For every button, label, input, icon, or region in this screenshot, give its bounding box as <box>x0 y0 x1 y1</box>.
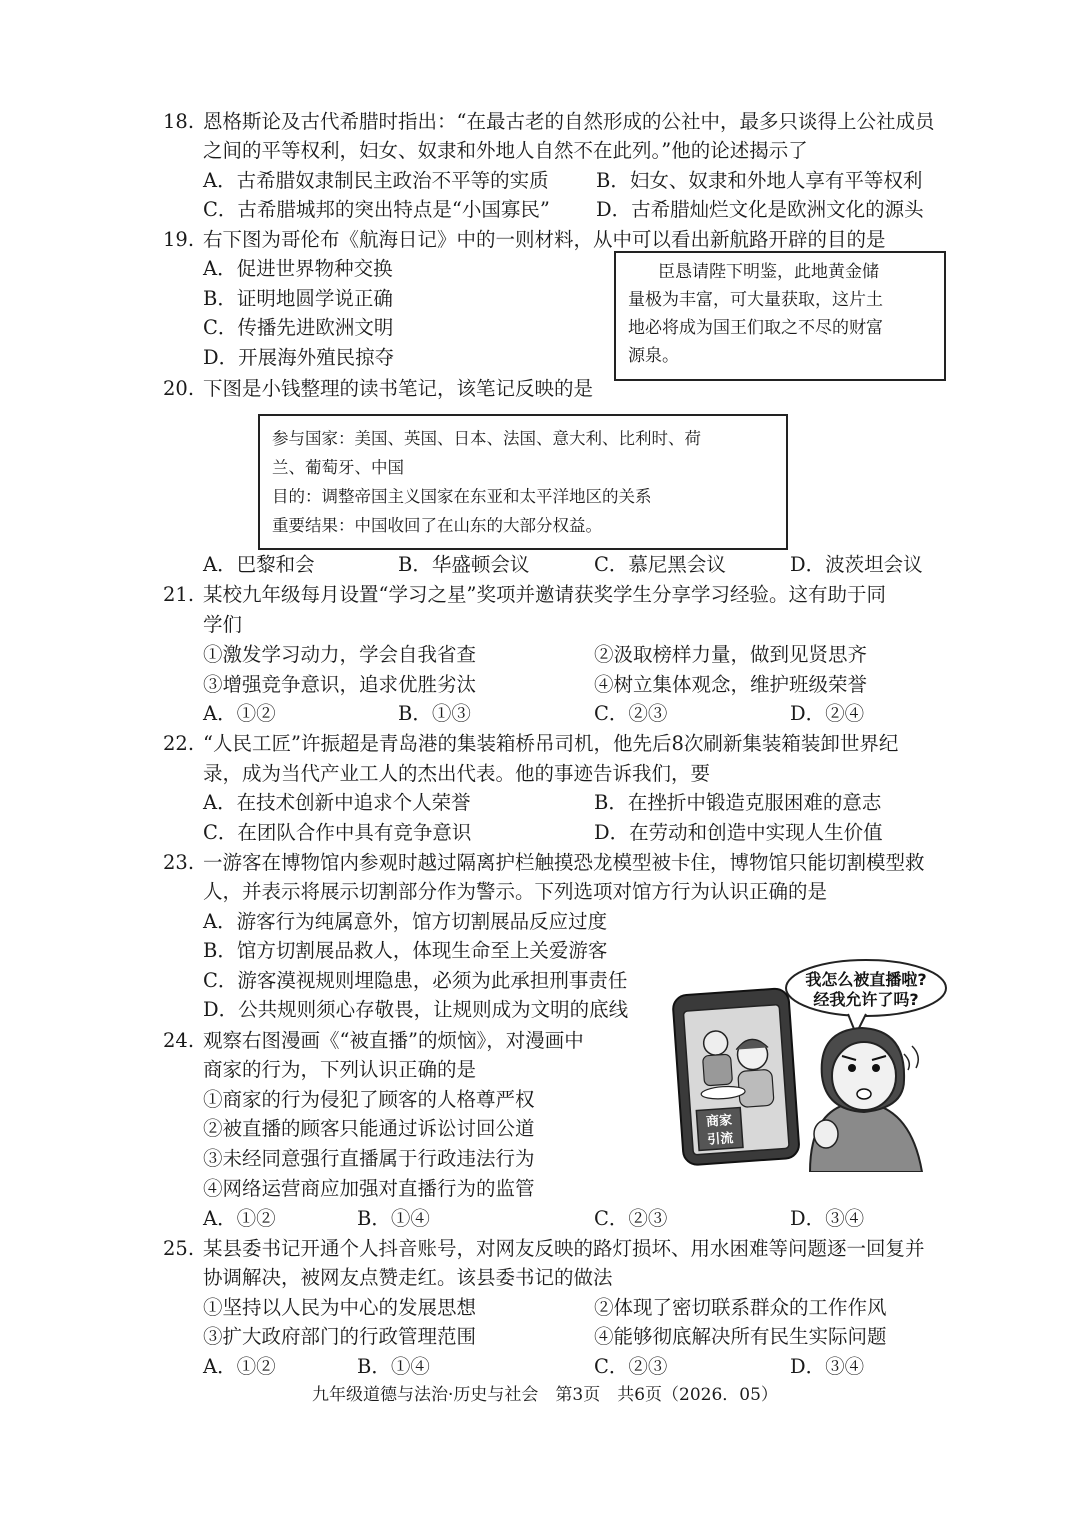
q24-option-c: C．②③ <box>594 1207 668 1230</box>
q19-quote-line3: 地必将成为国王们取之不尽的财富 <box>628 318 883 338</box>
q19-option-a: A．促进世界物种交换 <box>203 257 393 280</box>
q20-notes-line2: 兰、葡萄牙、中国 <box>272 458 404 477</box>
cartoon-sign-line1: 商家 <box>705 1113 733 1130</box>
q23-stem-line1: 一游客在博物馆内参观时越过隔离护栏触摸恐龙模型被卡住，博物馆只能切割模型救 <box>203 851 925 874</box>
q25-item-1: ①坚持以人民为中心的发展思想 <box>203 1296 477 1319</box>
q24-option-b: B．①④ <box>357 1207 430 1230</box>
q23-stem-line2: 人，并表示将展示切割部分作为警示。下列选项对馆方行为认识正确的是 <box>203 880 828 903</box>
q21-item-1: ①激发学习动力，学会自我省查 <box>203 643 477 666</box>
q22-option-c: C．在团队合作中具有竞争意识 <box>203 821 472 844</box>
q18-option-d: D．古希腊灿烂文化是欧洲文化的源头 <box>596 198 924 221</box>
q24-item-2: ②被直播的顾客只能通过诉讼讨回公道 <box>203 1117 535 1140</box>
cartoon-sign-line2: 引流 <box>706 1131 734 1148</box>
q21-stem-line2: 学们 <box>203 613 243 636</box>
q25-option-b: B．①④ <box>357 1355 430 1378</box>
q21-number: 21. <box>163 583 195 606</box>
q23-option-c: C．游客漠视规则埋隐患，必须为此承担刑事责任 <box>203 969 628 992</box>
q24-item-1: ①商家的行为侵犯了顾客的人格尊严权 <box>203 1088 535 1111</box>
cartoon-woman <box>810 1028 922 1172</box>
q24-option-a: A．①② <box>203 1207 276 1230</box>
q19-quote-line4: 源泉。 <box>628 346 679 366</box>
q25-stem-line1: 某县委书记开通个人抖音账号，对网友反映的路灯损坏、用水困难等问题逐一回复并 <box>203 1237 925 1260</box>
q20-stem: 下图是小钱整理的读书笔记，该笔记反映的是 <box>203 377 594 400</box>
q18-option-a: A．古希腊奴隶制民主政治不平等的实质 <box>203 169 549 192</box>
cartoon-bubble-line2: 经我允许了吗? <box>813 990 919 1009</box>
q18-stem-line2: 之间的平等权利，妇女、奴隶和外地人自然不在此列。”他的论述揭示了 <box>203 139 808 162</box>
q21-stem-line1: 某校九年级每月设置“学习之星”奖项并邀请获奖学生分享学习经验。这有助于同 <box>203 583 886 606</box>
q19-option-c: C．传播先进欧洲文明 <box>203 316 394 339</box>
q21-item-2: ②汲取榜样力量，做到见贤思齐 <box>594 643 868 666</box>
q25-option-a: A．①② <box>203 1355 276 1378</box>
q19-option-b: B．证明地圆学说正确 <box>203 287 393 310</box>
q19-stem: 右下图为哥伦布《航海日记》中的一则材料，从中可以看出新航路开辟的目的是 <box>203 228 886 251</box>
q24-stem-line2: 商家的行为，下列认识正确的是 <box>203 1058 477 1081</box>
q18-option-c: C．古希腊城邦的突出特点是“小国寡民” <box>203 198 550 221</box>
q23-option-b: B．馆方切割展品救人，体现生命至上关爱游客 <box>203 939 608 962</box>
q21-item-4: ④树立集体观念，维护班级荣誉 <box>594 673 868 696</box>
q20-notes-box <box>258 414 788 550</box>
q20-option-b: B．华盛顿会议 <box>398 553 530 576</box>
q22-number: 22. <box>163 732 195 755</box>
cartoon-phone <box>672 988 800 1166</box>
q21-option-c: C．②③ <box>594 702 668 725</box>
q18-stem-line1: 恩格斯论及古代希腊时指出：“在最古老的自然形成的公社中，最多只谈得上公社成员 <box>203 110 935 133</box>
q19-quote-line2: 量极为丰富，可大量获取，这片土 <box>628 290 883 310</box>
q22-option-b: B．在挫折中锻造克服困难的意志 <box>594 791 882 814</box>
q21-option-a: A．①② <box>203 702 276 725</box>
q18-option-b: B．妇女、奴隶和外地人享有平等权利 <box>596 169 923 192</box>
q25-item-3: ③扩大政府部门的行政管理范围 <box>203 1325 477 1348</box>
q23-number: 23. <box>163 851 195 874</box>
q22-stem-line2: 录，成为当代产业工人的杰出代表。他的事迹告诉我们，要 <box>203 762 711 785</box>
q20-option-d: D．波茨坦会议 <box>790 553 923 576</box>
q19-number: 19. <box>163 228 195 251</box>
q19-option-d: D．开展海外殖民掠夺 <box>203 346 395 369</box>
q20-notes-line3: 目的：调整帝国主义国家在东亚和太平洋地区的关系 <box>272 487 652 506</box>
q23-option-d: D．公共规则须心存敬畏，让规则成为文明的底线 <box>203 998 629 1021</box>
q25-option-d: D．③④ <box>790 1355 865 1378</box>
q21-option-d: D．②④ <box>790 702 865 725</box>
q22-option-d: D．在劳动和创造中实现人生价值 <box>594 821 883 844</box>
q24-cartoon <box>660 958 948 1172</box>
q22-option-a: A．在技术创新中追求个人荣誉 <box>203 791 471 814</box>
q19-quote-box <box>614 251 946 381</box>
q25-option-c: C．②③ <box>594 1355 668 1378</box>
q25-item-4: ④能够彻底解决所有民生实际问题 <box>594 1325 887 1348</box>
q20-number: 20. <box>163 377 195 400</box>
q19-quote-line1: 臣恳请陛下明鉴，此地黄金储 <box>658 262 879 282</box>
q18-number: 18. <box>163 110 195 133</box>
q24-number: 24. <box>163 1029 195 1052</box>
q20-notes-line4: 重要结果：中国收回了在山东的大部分权益。 <box>272 516 602 535</box>
q20-notes-line1: 参与国家：美国、英国、日本、法国、意大利、比利时、荷 <box>272 429 701 448</box>
q25-stem-line2: 协调解决，被网友点赞走红。该县委书记的做法 <box>203 1266 613 1289</box>
q20-option-a: A．巴黎和会 <box>203 553 315 576</box>
q23-option-a: A．游客行为纯属意外，馆方切割展品反应过度 <box>203 910 608 933</box>
q20-option-c: C．慕尼黑会议 <box>594 553 726 576</box>
page-footer: 九年级道德与法治·历史与社会 第3页 共6页（2026．05） <box>312 1385 778 1405</box>
cartoon-bubble-line1: 我怎么被直播啦? <box>805 970 927 989</box>
q22-stem-line1: “人民工匠”许振超是青岛港的集装箱桥吊司机，他先后8次刷新集装箱装卸世界纪 <box>203 732 899 755</box>
q24-item-3: ③未经同意强行直播属于行政违法行为 <box>203 1147 535 1170</box>
q25-number: 25. <box>163 1237 195 1260</box>
q25-item-2: ②体现了密切联系群众的工作作风 <box>594 1296 887 1319</box>
q24-item-4: ④网络运营商应加强对直播行为的监管 <box>203 1177 535 1200</box>
q21-item-3: ③增强竞争意识，追求优胜劣汰 <box>203 673 477 696</box>
q24-option-d: D．③④ <box>790 1207 865 1230</box>
q24-stem-line1: 观察右图漫画《“被直播”的烦恼》，对漫画中 <box>203 1029 584 1052</box>
q21-option-b: B．①③ <box>398 702 471 725</box>
